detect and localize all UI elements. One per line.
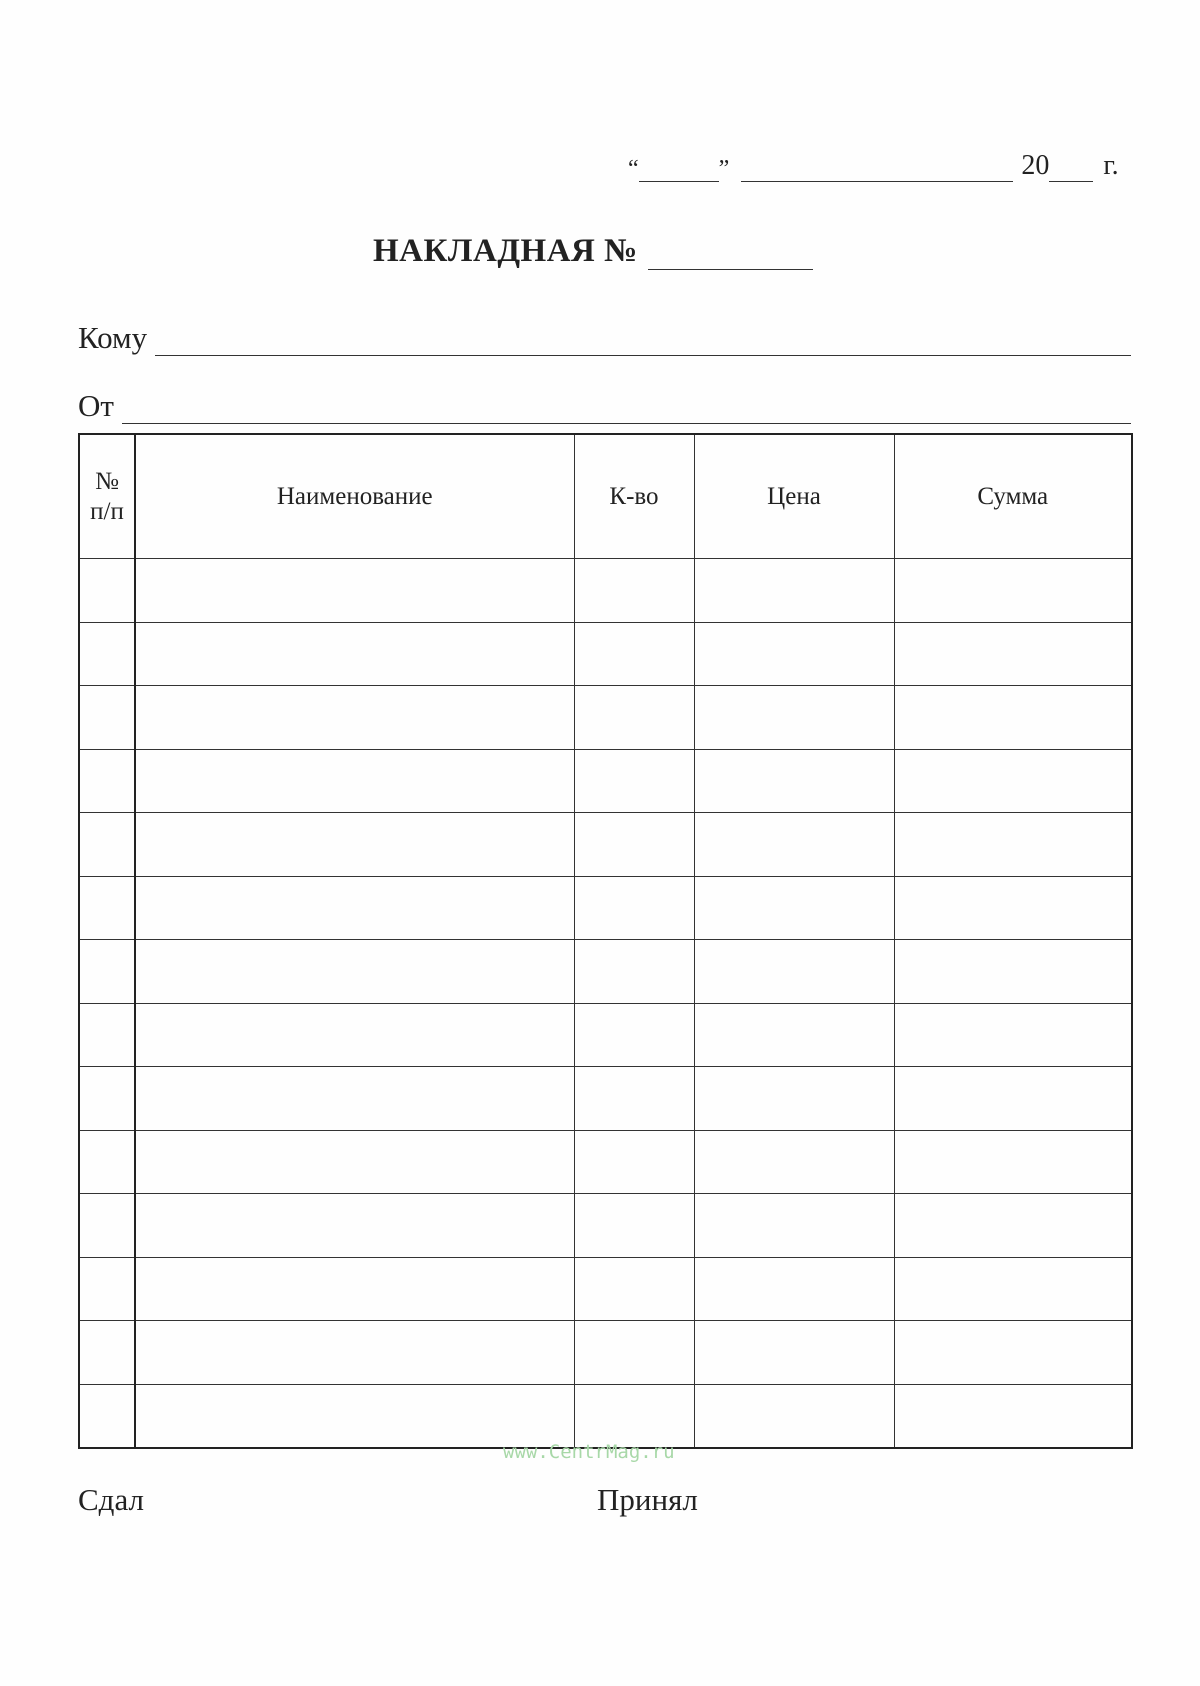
cell-price[interactable] (694, 686, 894, 750)
to-field (78, 320, 1131, 356)
cell-name[interactable] (135, 1194, 574, 1258)
cell-num[interactable] (79, 1003, 135, 1067)
cell-price[interactable] (694, 1130, 894, 1194)
from-input-line[interactable] (122, 397, 1131, 424)
table-row (79, 749, 1132, 813)
watermark: www.CentrMag.ru (503, 1441, 675, 1463)
cell-price[interactable] (694, 1257, 894, 1321)
table-row (79, 1067, 1132, 1131)
cell-name[interactable] (135, 1067, 574, 1131)
cell-qty[interactable] (574, 559, 694, 623)
cell-name[interactable] (135, 749, 574, 813)
cell-qty[interactable] (574, 1130, 694, 1194)
table-row (79, 1130, 1132, 1194)
table-row (79, 1194, 1132, 1258)
cell-sum[interactable] (894, 1384, 1132, 1448)
year-prefix: 20 (1021, 150, 1050, 181)
day-blank[interactable] (639, 155, 719, 182)
cell-price[interactable] (694, 622, 894, 686)
table-row (79, 559, 1132, 623)
cell-name[interactable] (135, 559, 574, 623)
cell-qty[interactable] (574, 686, 694, 750)
cell-qty[interactable] (574, 940, 694, 1004)
cell-num[interactable] (79, 813, 135, 877)
cell-num[interactable] (79, 1194, 135, 1258)
cell-name[interactable] (135, 1321, 574, 1385)
cell-price[interactable] (694, 1003, 894, 1067)
table-header-row (79, 434, 1132, 559)
cell-name[interactable] (135, 1003, 574, 1067)
cell-qty[interactable] (574, 1003, 694, 1067)
received-label: Принял (597, 1482, 698, 1517)
header-num-line1: № (95, 467, 119, 495)
cell-price[interactable] (694, 1067, 894, 1131)
open-quote: “ (628, 156, 639, 182)
table-row (79, 1384, 1132, 1448)
cell-price[interactable] (694, 1321, 894, 1385)
cell-name[interactable] (135, 940, 574, 1004)
cell-name[interactable] (135, 1384, 574, 1448)
cell-name[interactable] (135, 1257, 574, 1321)
cell-num[interactable] (79, 1257, 135, 1321)
cell-num[interactable] (79, 622, 135, 686)
cell-qty[interactable] (574, 1194, 694, 1258)
invoice-number-blank[interactable] (648, 243, 813, 270)
table-row (79, 940, 1132, 1004)
to-label: Кому (78, 320, 148, 355)
month-blank[interactable] (741, 155, 1013, 182)
header-sum: Сумма (894, 434, 1132, 559)
cell-num[interactable] (79, 1384, 135, 1448)
cell-num[interactable] (79, 1130, 135, 1194)
table-row (79, 686, 1132, 750)
date-line (628, 150, 1119, 182)
header-num (79, 434, 135, 559)
from-field (78, 388, 1131, 424)
cell-sum[interactable] (894, 876, 1132, 940)
cell-price[interactable] (694, 1194, 894, 1258)
table-row (79, 813, 1132, 877)
cell-name[interactable] (135, 813, 574, 877)
table-row (79, 1321, 1132, 1385)
cell-qty[interactable] (574, 749, 694, 813)
cell-sum[interactable] (894, 1003, 1132, 1067)
cell-name[interactable] (135, 686, 574, 750)
cell-name[interactable] (135, 876, 574, 940)
cell-qty[interactable] (574, 1321, 694, 1385)
page-title (373, 233, 813, 270)
cell-num[interactable] (79, 876, 135, 940)
cell-qty[interactable] (574, 1257, 694, 1321)
table-row (79, 622, 1132, 686)
table-body (79, 559, 1132, 1449)
cell-qty[interactable] (574, 876, 694, 940)
year-blank[interactable] (1049, 155, 1093, 182)
cell-num[interactable] (79, 1321, 135, 1385)
cell-sum[interactable] (894, 622, 1132, 686)
table-row (79, 1257, 1132, 1321)
cell-num[interactable] (79, 559, 135, 623)
cell-price[interactable] (694, 876, 894, 940)
cell-sum[interactable] (894, 813, 1132, 877)
cell-sum[interactable] (894, 940, 1132, 1004)
table-row (79, 876, 1132, 940)
cell-num[interactable] (79, 686, 135, 750)
cell-num[interactable] (79, 1067, 135, 1131)
cell-price[interactable] (694, 1384, 894, 1448)
cell-qty[interactable] (574, 622, 694, 686)
cell-qty[interactable] (574, 1384, 694, 1448)
cell-sum[interactable] (894, 559, 1132, 623)
cell-sum[interactable] (894, 1257, 1132, 1321)
cell-price[interactable] (694, 559, 894, 623)
to-input-line[interactable] (155, 329, 1131, 356)
cell-num[interactable] (79, 749, 135, 813)
close-quote: ” (718, 156, 730, 182)
cell-name[interactable] (135, 1130, 574, 1194)
cell-qty[interactable] (574, 813, 694, 877)
cell-sum[interactable] (894, 1194, 1132, 1258)
cell-sum[interactable] (894, 1067, 1132, 1131)
goods-table (78, 433, 1133, 1449)
header-price: Цена (694, 434, 894, 559)
cell-price[interactable] (694, 749, 894, 813)
cell-qty[interactable] (574, 1067, 694, 1131)
cell-price[interactable] (694, 940, 894, 1004)
header-name: Наименование (135, 434, 574, 559)
table-row (79, 1003, 1132, 1067)
cell-price[interactable] (694, 813, 894, 877)
year-suffix: г. (1103, 150, 1119, 181)
handed-label: Сдал (78, 1482, 144, 1517)
from-label: От (78, 388, 114, 423)
cell-sum[interactable] (894, 749, 1132, 813)
header-num-line2: п/п (90, 497, 124, 525)
header-qty: К-во (574, 434, 694, 559)
cell-sum[interactable] (894, 1321, 1132, 1385)
cell-sum[interactable] (894, 686, 1132, 750)
title-text: НАКЛАДНАЯ № (373, 233, 638, 269)
cell-num[interactable] (79, 940, 135, 1004)
cell-name[interactable] (135, 622, 574, 686)
cell-sum[interactable] (894, 1130, 1132, 1194)
